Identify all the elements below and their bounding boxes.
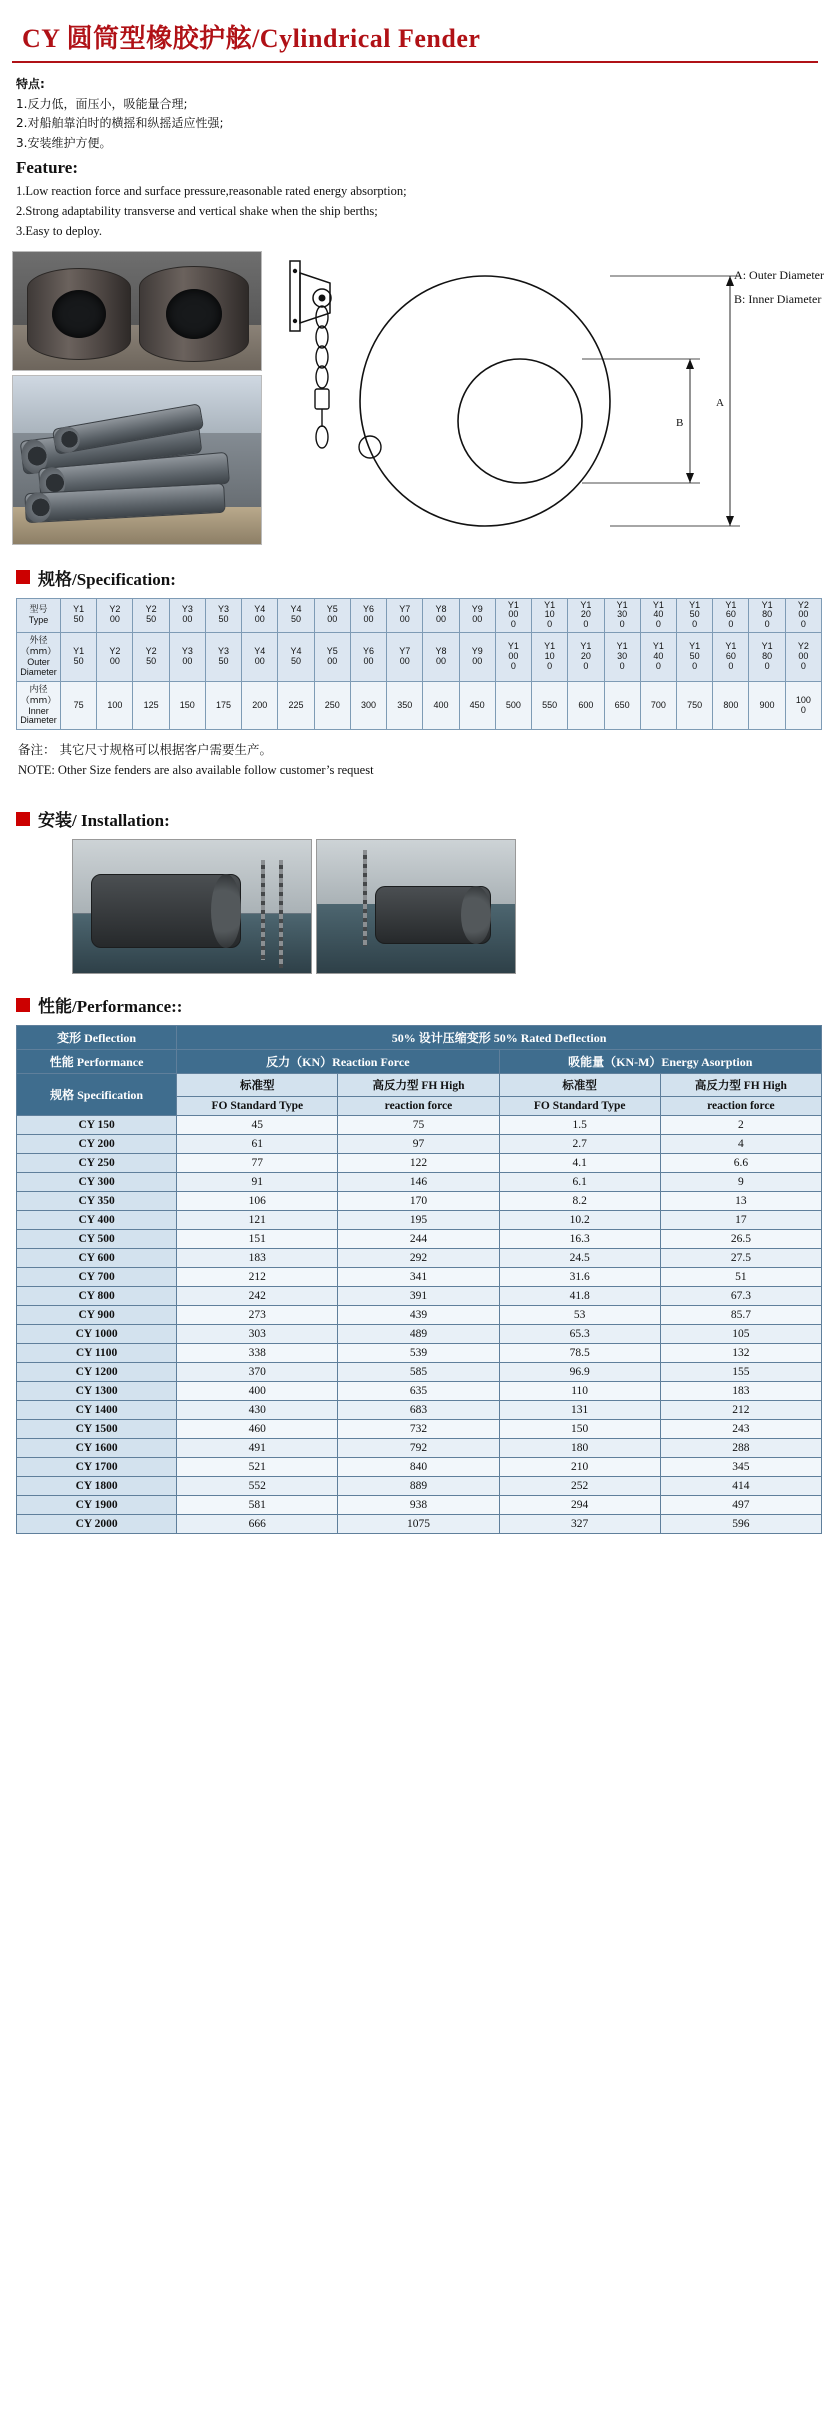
perf-value-cell: 635	[338, 1382, 499, 1401]
perf-value-cell: 51	[660, 1268, 821, 1287]
perf-spec-cell: CY 1200	[17, 1363, 177, 1382]
spec-type-cell: Y4 00	[242, 598, 278, 633]
spec-type-cell: Y5 00	[314, 598, 350, 633]
spec-outer-cell: Y1 10 0	[532, 633, 568, 682]
spec-outer-cell: Y2 50	[133, 633, 169, 682]
perf-spec-cell: CY 900	[17, 1306, 177, 1325]
perf-value-cell: 391	[338, 1287, 499, 1306]
installation-photo-1	[72, 839, 312, 974]
svg-text:A: A	[716, 396, 724, 409]
spec-type-cell: Y3 50	[205, 598, 241, 633]
perf-value-cell: 170	[338, 1192, 499, 1211]
perf-value-cell: 244	[338, 1230, 499, 1249]
perf-spec-cell: CY 700	[17, 1268, 177, 1287]
perf-spec-cell: CY 1900	[17, 1496, 177, 1515]
perf-value-cell: 489	[338, 1325, 499, 1344]
perf-spec-cell: CY 1100	[17, 1344, 177, 1363]
perf-value-cell: 1.5	[499, 1116, 660, 1135]
perf-spec-cell: CY 500	[17, 1230, 177, 1249]
perf-value-cell: 61	[177, 1135, 338, 1154]
spec-inner-cell: 300	[350, 681, 386, 730]
legend-inner-diameter: B: Inner Diameter	[734, 291, 822, 306]
perf-spec-cell: CY 300	[17, 1173, 177, 1192]
perf-value-cell: 53	[499, 1306, 660, 1325]
perf-value-cell: 414	[660, 1477, 821, 1496]
spec-type-cell: Y3 00	[169, 598, 205, 633]
table-row	[17, 1420, 822, 1439]
performance-subheader-row-1	[17, 1074, 822, 1097]
spec-inner-cell: 100	[97, 681, 133, 730]
spec-outer-cell: Y1 50 0	[676, 633, 712, 682]
perf-value-cell: 439	[338, 1306, 499, 1325]
perf-value-cell: 10.2	[499, 1211, 660, 1230]
spec-type-cell: Y1 10 0	[532, 598, 568, 633]
installation-section-header	[16, 806, 818, 831]
feature-en-1: 1.Low reaction force and surface pressure,reasonable rated energy absorption;	[16, 184, 407, 199]
features-cn-heading: 特点:	[16, 77, 45, 91]
fender-cylinder-left	[27, 268, 131, 360]
perf-value-cell: 242	[177, 1287, 338, 1306]
red-square-bullet-icon	[16, 812, 30, 826]
spec-type-cell: Y1 20 0	[568, 598, 604, 633]
table-row	[17, 1496, 822, 1515]
specification-label: 规格 Specification	[17, 1074, 177, 1116]
perf-value-cell: 521	[177, 1458, 338, 1477]
perf-value-cell: 183	[177, 1249, 338, 1268]
spec-inner-cell: 450	[459, 681, 495, 730]
spec-inner-cell: 750	[676, 681, 712, 730]
perf-value-cell: 666	[177, 1515, 338, 1534]
spec-type-cell: Y1 80 0	[749, 598, 785, 633]
spec-type-cell: Y2 00 0	[785, 598, 821, 633]
perf-value-cell: 292	[338, 1249, 499, 1268]
mooring-chain-3	[363, 850, 367, 946]
spec-outer-cell: Y3 50	[205, 633, 241, 682]
perf-value-cell: 180	[499, 1439, 660, 1458]
perf-value-cell: 13	[660, 1192, 821, 1211]
technical-drawing	[270, 251, 830, 551]
perf-spec-cell: CY 1700	[17, 1458, 177, 1477]
note-cn: 备注： 其它尺寸规格可以根据客户需要生产。	[18, 742, 272, 758]
spec-inner-cell: 350	[387, 681, 423, 730]
spec-outer-cell: Y1 50	[61, 633, 97, 682]
perf-value-cell: 460	[177, 1420, 338, 1439]
reaction-standard-label-1: 标准型	[177, 1074, 338, 1097]
fender-end-face	[211, 874, 241, 948]
feature-cn-3: 3.安装维护方便。	[16, 135, 112, 150]
perf-value-cell: 6.6	[660, 1154, 821, 1173]
spec-inner-diameter-row	[17, 681, 822, 730]
energy-absorption-label: 吸能量（KN-M）Energy Asorption	[499, 1050, 821, 1074]
table-row	[17, 1249, 822, 1268]
deflection-label: 变形 Deflection	[17, 1026, 177, 1050]
fender-end-face	[461, 886, 491, 944]
spec-type-cell: Y1 00 0	[495, 598, 531, 633]
perf-value-cell: 41.8	[499, 1287, 660, 1306]
perf-value-cell: 26.5	[660, 1230, 821, 1249]
perf-value-cell: 131	[499, 1401, 660, 1420]
spec-outer-cell: Y1 60 0	[713, 633, 749, 682]
perf-value-cell: 16.3	[499, 1230, 660, 1249]
perf-value-cell: 91	[177, 1173, 338, 1192]
perf-value-cell: 210	[499, 1458, 660, 1477]
perf-value-cell: 110	[499, 1382, 660, 1401]
performance-heading: 性能/Performance::	[38, 997, 183, 1018]
perf-value-cell: 77	[177, 1154, 338, 1173]
feature-cn-1: 1.反力低，面压小，吸能量合理;	[16, 97, 188, 111]
perf-value-cell: 9	[660, 1173, 821, 1192]
spec-outer-cell: Y1 80 0	[749, 633, 785, 682]
perf-value-cell: 24.5	[499, 1249, 660, 1268]
reaction-high-label-1: 高反力型 FH High	[338, 1074, 499, 1097]
perf-value-cell: 195	[338, 1211, 499, 1230]
perf-spec-cell: CY 1500	[17, 1420, 177, 1439]
spec-outer-diameter-row	[17, 633, 822, 682]
spec-inner-cell: 600	[568, 681, 604, 730]
perf-spec-cell: CY 1600	[17, 1439, 177, 1458]
spec-row-label-outer: 外径 （mm） Outer Diameter	[17, 633, 61, 682]
perf-value-cell: 150	[499, 1420, 660, 1439]
perf-value-cell: 65.3	[499, 1325, 660, 1344]
spec-outer-cell: Y1 00 0	[495, 633, 531, 682]
spec-type-cell: Y4 50	[278, 598, 314, 633]
feature-en-2: 2.Strong adaptability transverse and vertical shake when the ship berths;	[16, 204, 378, 219]
table-row	[17, 1154, 822, 1173]
performance-category-row	[17, 1050, 822, 1074]
perf-value-cell: 17	[660, 1211, 821, 1230]
page-title: CY 圆筒型橡胶护舷/Cylindrical Fender	[22, 24, 481, 53]
perf-value-cell: 732	[338, 1420, 499, 1439]
perf-spec-cell: CY 1800	[17, 1477, 177, 1496]
installed-fender-2	[375, 886, 491, 944]
spec-outer-cell: Y4 00	[242, 633, 278, 682]
perf-value-cell: 105	[660, 1325, 821, 1344]
perf-value-cell: 2	[660, 1116, 821, 1135]
table-row	[17, 1458, 822, 1477]
table-row	[17, 1287, 822, 1306]
perf-value-cell: 889	[338, 1477, 499, 1496]
reaction-force-label: 反力（KN）Reaction Force	[177, 1050, 499, 1074]
perf-value-cell: 243	[660, 1420, 821, 1439]
deflection-value: 50% 设计压缩变形 50% Rated Deflection	[177, 1026, 822, 1050]
spec-inner-cell: 125	[133, 681, 169, 730]
perf-value-cell: 132	[660, 1344, 821, 1363]
table-row	[17, 1116, 822, 1135]
spec-type-cell: Y9 00	[459, 598, 495, 633]
mooring-chain-1	[261, 860, 265, 960]
spec-inner-cell: 75	[61, 681, 97, 730]
spec-type-cell: Y7 00	[387, 598, 423, 633]
energy-standard-label-2: FO Standard Type	[499, 1097, 660, 1116]
spec-outer-cell: Y8 00	[423, 633, 459, 682]
perf-value-cell: 6.1	[499, 1173, 660, 1192]
table-row	[17, 1382, 822, 1401]
perf-value-cell: 491	[177, 1439, 338, 1458]
drawing-legend	[734, 263, 824, 311]
perf-value-cell: 155	[660, 1363, 821, 1382]
table-row	[17, 1439, 822, 1458]
perf-value-cell: 294	[499, 1496, 660, 1515]
table-row	[17, 1173, 822, 1192]
perf-value-cell: 96.9	[499, 1363, 660, 1382]
perf-value-cell: 31.6	[499, 1268, 660, 1287]
perf-value-cell: 400	[177, 1382, 338, 1401]
spec-inner-cell: 550	[532, 681, 568, 730]
spec-outer-cell: Y5 00	[314, 633, 350, 682]
spec-outer-cell: Y2 00	[97, 633, 133, 682]
perf-value-cell: 370	[177, 1363, 338, 1382]
perf-spec-cell: CY 250	[17, 1154, 177, 1173]
fender-stack-photo	[12, 375, 262, 545]
spec-type-cell: Y1 40 0	[640, 598, 676, 633]
spec-inner-cell: 800	[713, 681, 749, 730]
perf-value-cell: 596	[660, 1515, 821, 1534]
perf-value-cell: 345	[660, 1458, 821, 1477]
perf-value-cell: 581	[177, 1496, 338, 1515]
perf-value-cell: 792	[338, 1439, 499, 1458]
spec-outer-cell: Y1 40 0	[640, 633, 676, 682]
reaction-high-label-2: reaction force	[338, 1097, 499, 1116]
perf-spec-cell: CY 800	[17, 1287, 177, 1306]
spec-inner-cell: 400	[423, 681, 459, 730]
spec-type-cell: Y1 60 0	[713, 598, 749, 633]
perf-spec-cell: CY 1300	[17, 1382, 177, 1401]
table-row	[17, 1401, 822, 1420]
spec-outer-cell: Y2 00 0	[785, 633, 821, 682]
perf-value-cell: 840	[338, 1458, 499, 1477]
spec-outer-cell: Y1 20 0	[568, 633, 604, 682]
perf-value-cell: 121	[177, 1211, 338, 1230]
performance-deflection-row	[17, 1026, 822, 1050]
table-row	[17, 1515, 822, 1534]
red-square-bullet-icon	[16, 998, 30, 1012]
perf-value-cell: 75	[338, 1116, 499, 1135]
spec-inner-cell: 225	[278, 681, 314, 730]
feature-en-3: 3.Easy to deploy.	[16, 224, 102, 239]
fender-bore-right	[166, 289, 222, 339]
spec-type-cell: Y2 50	[133, 598, 169, 633]
legend-outer-diameter: A: Outer Diameter	[734, 267, 824, 282]
perf-value-cell: 585	[338, 1363, 499, 1382]
energy-standard-label-1: 标准型	[499, 1074, 660, 1097]
perf-spec-cell: CY 2000	[17, 1515, 177, 1534]
energy-high-label-1: 高反力型 FH High	[660, 1074, 821, 1097]
perf-value-cell: 303	[177, 1325, 338, 1344]
spec-type-cell: Y1 30 0	[604, 598, 640, 633]
note-en: NOTE: Other Size fenders are also available follow customer’s request	[18, 763, 374, 778]
perf-value-cell: 8.2	[499, 1192, 660, 1211]
fender-bore-left	[52, 290, 106, 338]
perf-value-cell: 273	[177, 1306, 338, 1325]
perf-value-cell: 78.5	[499, 1344, 660, 1363]
perf-spec-cell: CY 200	[17, 1135, 177, 1154]
spec-outer-cell: Y9 00	[459, 633, 495, 682]
perf-spec-cell: CY 1400	[17, 1401, 177, 1420]
spec-type-cell: Y1 50	[61, 598, 97, 633]
table-row	[17, 1268, 822, 1287]
tube-end-cap	[24, 491, 52, 522]
table-row	[17, 1230, 822, 1249]
performance-section-header	[16, 992, 818, 1017]
fender-photo-pair	[12, 251, 262, 371]
perf-value-cell: 4	[660, 1135, 821, 1154]
table-row	[17, 1211, 822, 1230]
table-row	[17, 1306, 822, 1325]
spec-type-cell: Y2 00	[97, 598, 133, 633]
perf-value-cell: 122	[338, 1154, 499, 1173]
installation-photo-2	[316, 839, 516, 974]
perf-value-cell: 683	[338, 1401, 499, 1420]
perf-spec-cell: CY 150	[17, 1116, 177, 1135]
specification-heading: 规格/Specification:	[38, 569, 176, 590]
performance-table	[16, 1025, 822, 1534]
perf-value-cell: 183	[660, 1382, 821, 1401]
perf-value-cell: 497	[660, 1496, 821, 1515]
table-row	[17, 1344, 822, 1363]
spec-outer-cell: Y1 30 0	[604, 633, 640, 682]
spec-outer-cell: Y6 00	[350, 633, 386, 682]
specification-table	[16, 598, 822, 731]
table-row	[17, 1477, 822, 1496]
spec-type-cell: Y1 50 0	[676, 598, 712, 633]
perf-value-cell: 1075	[338, 1515, 499, 1534]
perf-value-cell: 430	[177, 1401, 338, 1420]
perf-value-cell: 151	[177, 1230, 338, 1249]
mooring-chain-2	[279, 860, 283, 968]
spec-inner-cell: 700	[640, 681, 676, 730]
red-square-bullet-icon	[16, 570, 30, 584]
perf-value-cell: 552	[177, 1477, 338, 1496]
perf-value-cell: 106	[177, 1192, 338, 1211]
tube-end-cap	[52, 424, 82, 454]
installation-photos	[72, 839, 522, 974]
spec-inner-cell: 500	[495, 681, 531, 730]
perf-value-cell: 338	[177, 1344, 338, 1363]
spec-outer-cell: Y4 50	[278, 633, 314, 682]
spec-inner-cell: 650	[604, 681, 640, 730]
spec-inner-cell: 100 0	[785, 681, 821, 730]
spec-type-row	[17, 598, 822, 633]
spec-inner-cell: 900	[749, 681, 785, 730]
spec-row-label-type: 型号 Type	[17, 598, 61, 633]
product-photos	[12, 251, 262, 545]
spec-outer-cell: Y3 00	[169, 633, 205, 682]
perf-value-cell: 288	[660, 1439, 821, 1458]
perf-value-cell: 2.7	[499, 1135, 660, 1154]
perf-spec-cell: CY 350	[17, 1192, 177, 1211]
features-en-heading: Feature:	[16, 158, 78, 178]
performance-label: 性能 Performance	[17, 1050, 177, 1074]
media-row	[12, 251, 824, 551]
spec-type-cell: Y6 00	[350, 598, 386, 633]
spec-row-label-inner: 内径 （mm） Inner Diameter	[17, 681, 61, 730]
perf-value-cell: 4.1	[499, 1154, 660, 1173]
spec-inner-cell: 175	[205, 681, 241, 730]
spec-inner-cell: 200	[242, 681, 278, 730]
spec-inner-cell: 150	[169, 681, 205, 730]
perf-value-cell: 539	[338, 1344, 499, 1363]
table-row	[17, 1192, 822, 1211]
svg-text:B: B	[676, 416, 684, 429]
perf-value-cell: 67.3	[660, 1287, 821, 1306]
spec-type-cell: Y8 00	[423, 598, 459, 633]
perf-spec-cell: CY 1000	[17, 1325, 177, 1344]
perf-value-cell: 341	[338, 1268, 499, 1287]
perf-value-cell: 45	[177, 1116, 338, 1135]
perf-value-cell: 212	[177, 1268, 338, 1287]
spec-inner-cell: 250	[314, 681, 350, 730]
perf-value-cell: 85.7	[660, 1306, 821, 1325]
reaction-standard-label-2: FO Standard Type	[177, 1097, 338, 1116]
table-row	[17, 1325, 822, 1344]
perf-value-cell: 212	[660, 1401, 821, 1420]
fender-cylinder-right	[139, 266, 249, 362]
perf-value-cell: 327	[499, 1515, 660, 1534]
perf-spec-cell: CY 400	[17, 1211, 177, 1230]
feature-cn-2: 2.对船舶靠泊时的横摇和纵摇适应性强;	[16, 116, 224, 131]
energy-high-label-2: reaction force	[660, 1097, 821, 1116]
perf-value-cell: 27.5	[660, 1249, 821, 1268]
installation-heading: 安装/ Installation:	[38, 811, 170, 832]
installed-fender-1	[91, 874, 241, 948]
table-row	[17, 1135, 822, 1154]
perf-value-cell: 146	[338, 1173, 499, 1192]
page-title-bar	[12, 18, 818, 63]
specification-note	[18, 740, 818, 780]
table-row	[17, 1363, 822, 1382]
perf-value-cell: 938	[338, 1496, 499, 1515]
perf-spec-cell: CY 600	[17, 1249, 177, 1268]
spec-outer-cell: Y7 00	[387, 633, 423, 682]
perf-value-cell: 252	[499, 1477, 660, 1496]
perf-value-cell: 97	[338, 1135, 499, 1154]
specification-section-header	[16, 565, 818, 590]
